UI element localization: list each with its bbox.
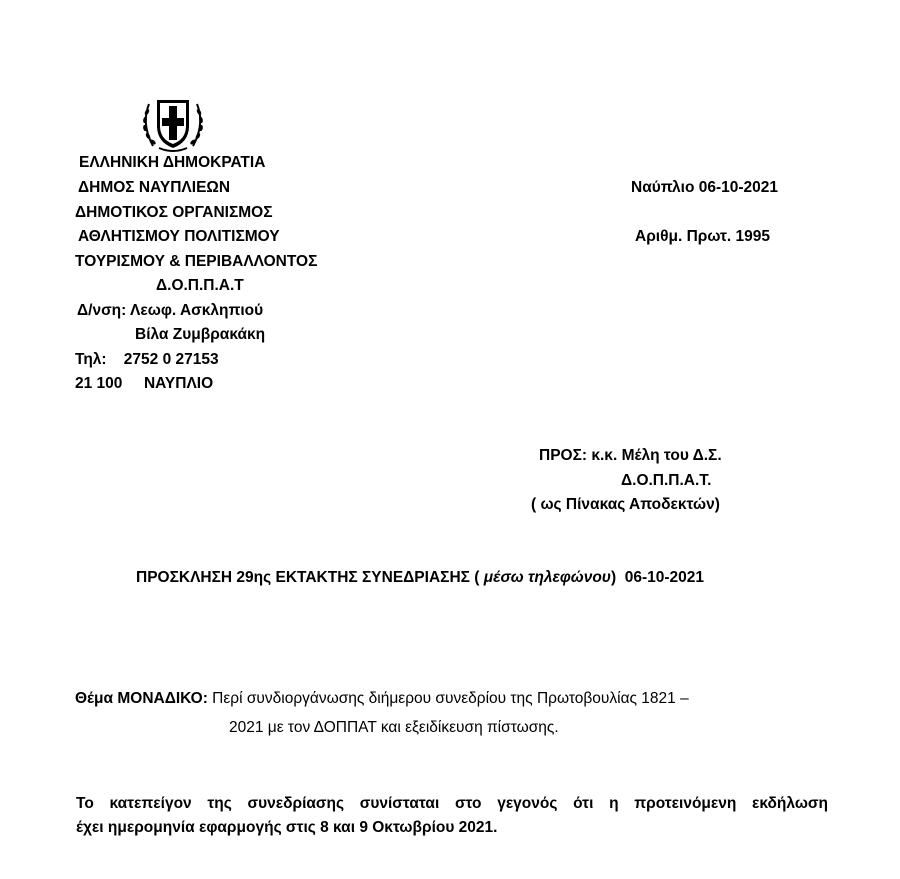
header-phone-line: Τηλ: 2752 0 27153 (75, 351, 219, 368)
urgency-line-2: έχει ημερομηνία εφαρμογής στις 8 και 9 Οκτωβρίου 2021. (76, 819, 498, 836)
greek-coat-of-arms-icon (137, 92, 209, 156)
header-org-acronym: Δ.Ο.Π.Π.Α.Τ (156, 277, 244, 294)
invitation-title-suffix: ) 06-10-2021 (610, 569, 705, 586)
subject-line-1 (75, 691, 689, 707)
subject-text-1: Περί συνδιοργάνωσης διήμερου συνεδρίου της Πρωτοβουλίας 1821 – (207, 690, 689, 707)
invitation-title-prefix: ΠΡΟΣΚΛΗΣΗ 29ης ΕΚΤΑΚΤΗΣ ΣΥΝΕΔΡΙΑΣΗΣ ( (136, 569, 484, 586)
recipient-line-1: ΠΡΟΣ: κ.κ. Μέλη του Δ.Σ. (539, 447, 722, 464)
header-address-line: Δ/νση: Λεωφ. Ασκληπιού (77, 302, 264, 319)
subject-line-2: 2021 με τον ΔΟΠΠΑΤ και εξειδίκευση πίστωσης. (229, 719, 559, 736)
recipient-line-3: ( ως Πίνακας Αποδεκτών) (531, 496, 720, 513)
header-villa-line: Βίλα Ζυμβρακάκη (135, 326, 266, 343)
header-org-line-4: ΑΘΛΗΤΙΣΜΟΥ ΠΟΛΙΤΙΣΜΟΥ (78, 228, 280, 245)
header-postcode-line: 21 100 ΝΑΥΠΛΙΟ (75, 375, 214, 392)
header-org-line-2: ΔΗΜΟΣ ΝΑΥΠΛΙΕΩΝ (78, 179, 231, 196)
subject-label: Θέμα ΜΟΝΑΔΙΚΟ: (75, 690, 208, 707)
header-org-line-5: ΤΟΥΡΙΣΜΟΥ & ΠΕΡΙΒΑΛΛΟΝΤΟΣ (75, 253, 318, 270)
place-date: Ναύπλιο 06-10-2021 (631, 179, 779, 196)
header-org-line-3: ΔΗΜΟΤΙΚΟΣ ΟΡΓΑΝΙΣΜΟΣ (75, 204, 273, 221)
invitation-title-italic: μέσω τηλεφώνου (483, 569, 611, 586)
urgency-line-1: Το κατεπείγον της συνεδρίασης συνίσταται στο γεγονός ότι η προτεινόμενη εκδήλωση (76, 795, 828, 812)
protocol-number: Αριθμ. Πρωτ. 1995 (635, 228, 771, 245)
header-org-line-1: ΕΛΛΗΝΙΚΗ ΔΗΜΟΚΡΑΤΙΑ (79, 154, 266, 171)
recipient-line-2: Δ.Ο.Π.Π.Α.Τ. (621, 472, 712, 489)
invitation-title (136, 570, 704, 586)
